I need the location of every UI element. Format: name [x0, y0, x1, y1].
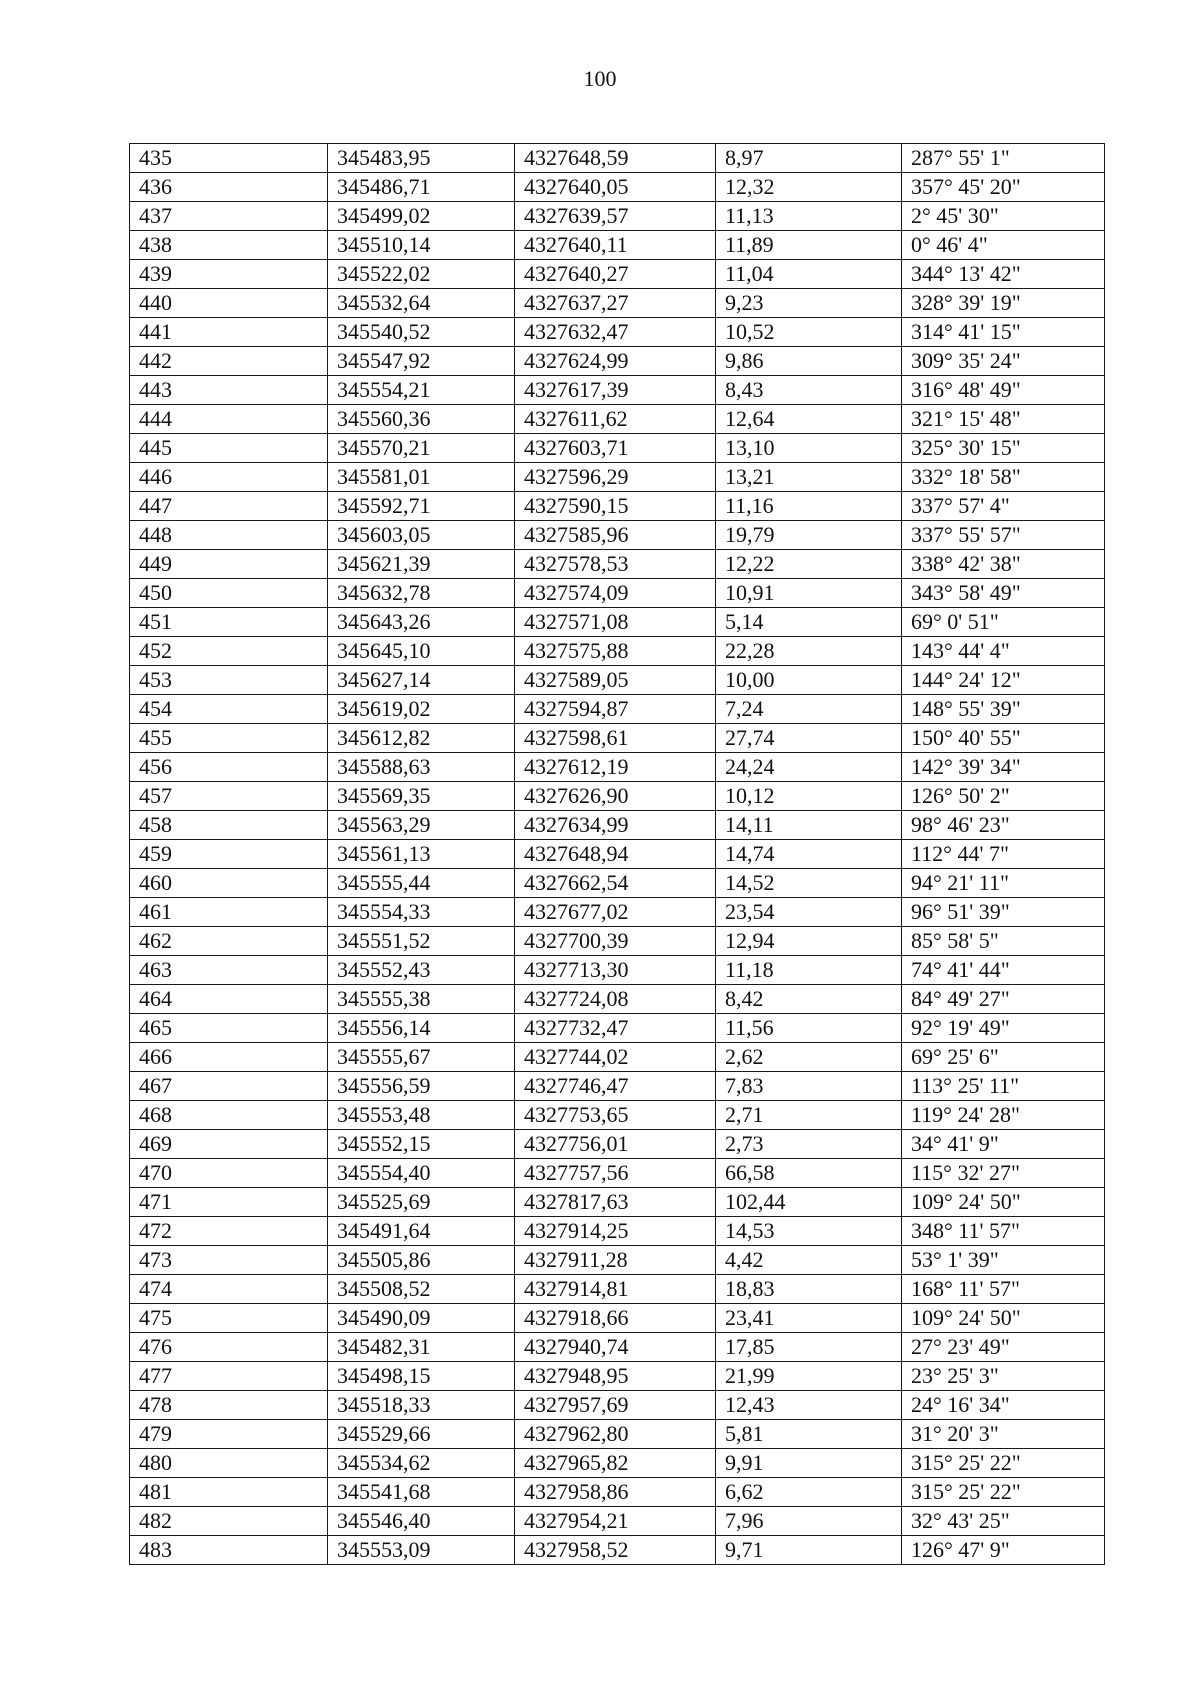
bearing-cell: 98° 46' 23" [902, 811, 1105, 840]
table-row [130, 1014, 1105, 1043]
x-coordinate-cell: 345518,33 [328, 1391, 515, 1420]
table-row [130, 840, 1105, 869]
x-coordinate-cell: 345505,86 [328, 1246, 515, 1275]
point-number-cell: 442 [130, 347, 328, 376]
point-number-cell: 479 [130, 1420, 328, 1449]
x-coordinate-cell: 345563,29 [328, 811, 515, 840]
y-coordinate-cell: 4327585,96 [515, 521, 716, 550]
table-row [130, 1246, 1105, 1275]
x-coordinate-cell: 345482,31 [328, 1333, 515, 1362]
distance-cell: 11,56 [716, 1014, 902, 1043]
bearing-cell: 344° 13' 42" [902, 260, 1105, 289]
x-coordinate-cell: 345556,14 [328, 1014, 515, 1043]
point-number-cell: 447 [130, 492, 328, 521]
point-number-cell: 471 [130, 1188, 328, 1217]
y-coordinate-cell: 4327965,82 [515, 1449, 716, 1478]
point-number-cell: 467 [130, 1072, 328, 1101]
point-number-cell: 451 [130, 608, 328, 637]
bearing-cell: 24° 16' 34" [902, 1391, 1105, 1420]
y-coordinate-cell: 4327594,87 [515, 695, 716, 724]
table-row [130, 753, 1105, 782]
table-row [130, 637, 1105, 666]
distance-cell: 10,91 [716, 579, 902, 608]
y-coordinate-cell: 4327590,15 [515, 492, 716, 521]
bearing-cell: 113° 25' 11" [902, 1072, 1105, 1101]
bearing-cell: 148° 55' 39" [902, 695, 1105, 724]
x-coordinate-cell: 345592,71 [328, 492, 515, 521]
distance-cell: 11,16 [716, 492, 902, 521]
distance-cell: 14,53 [716, 1217, 902, 1246]
x-coordinate-cell: 345553,09 [328, 1536, 515, 1565]
x-coordinate-cell: 345643,26 [328, 608, 515, 637]
table-row [130, 1217, 1105, 1246]
point-number-cell: 469 [130, 1130, 328, 1159]
x-coordinate-cell: 345551,52 [328, 927, 515, 956]
x-coordinate-cell: 345645,10 [328, 637, 515, 666]
point-number-cell: 441 [130, 318, 328, 347]
x-coordinate-cell: 345522,02 [328, 260, 515, 289]
point-number-cell: 438 [130, 231, 328, 260]
y-coordinate-cell: 4327598,61 [515, 724, 716, 753]
x-coordinate-cell: 345619,02 [328, 695, 515, 724]
distance-cell: 6,62 [716, 1478, 902, 1507]
distance-cell: 66,58 [716, 1159, 902, 1188]
distance-cell: 11,13 [716, 202, 902, 231]
point-number-cell: 459 [130, 840, 328, 869]
x-coordinate-cell: 345552,15 [328, 1130, 515, 1159]
x-coordinate-cell: 345555,38 [328, 985, 515, 1014]
bearing-cell: 309° 35' 24" [902, 347, 1105, 376]
y-coordinate-cell: 4327962,80 [515, 1420, 716, 1449]
point-number-cell: 445 [130, 434, 328, 463]
table-row [130, 869, 1105, 898]
bearing-cell: 92° 19' 49" [902, 1014, 1105, 1043]
bearing-cell: 315° 25' 22" [902, 1449, 1105, 1478]
distance-cell: 2,73 [716, 1130, 902, 1159]
point-number-cell: 452 [130, 637, 328, 666]
distance-cell: 10,52 [716, 318, 902, 347]
y-coordinate-cell: 4327640,05 [515, 173, 716, 202]
point-number-cell: 460 [130, 869, 328, 898]
bearing-cell: 287° 55' 1" [902, 144, 1105, 173]
bearing-cell: 69° 25' 6" [902, 1043, 1105, 1072]
distance-cell: 9,91 [716, 1449, 902, 1478]
y-coordinate-cell: 4327612,19 [515, 753, 716, 782]
bearing-cell: 314° 41' 15" [902, 318, 1105, 347]
y-coordinate-cell: 4327911,28 [515, 1246, 716, 1275]
table-row [130, 405, 1105, 434]
point-number-cell: 444 [130, 405, 328, 434]
point-number-cell: 446 [130, 463, 328, 492]
y-coordinate-cell: 4327596,29 [515, 463, 716, 492]
table-row [130, 782, 1105, 811]
point-number-cell: 462 [130, 927, 328, 956]
table-row [130, 1275, 1105, 1304]
y-coordinate-cell: 4327753,65 [515, 1101, 716, 1130]
point-number-cell: 477 [130, 1362, 328, 1391]
bearing-cell: 126° 50' 2" [902, 782, 1105, 811]
x-coordinate-cell: 345486,71 [328, 173, 515, 202]
point-number-cell: 478 [130, 1391, 328, 1420]
distance-cell: 27,74 [716, 724, 902, 753]
y-coordinate-cell: 4327948,95 [515, 1362, 716, 1391]
y-coordinate-cell: 4327817,63 [515, 1188, 716, 1217]
x-coordinate-cell: 345534,62 [328, 1449, 515, 1478]
bearing-cell: 343° 58' 49" [902, 579, 1105, 608]
point-number-cell: 472 [130, 1217, 328, 1246]
y-coordinate-cell: 4327940,74 [515, 1333, 716, 1362]
table-row [130, 1362, 1105, 1391]
table-row [130, 1188, 1105, 1217]
x-coordinate-cell: 345554,40 [328, 1159, 515, 1188]
x-coordinate-cell: 345612,82 [328, 724, 515, 753]
y-coordinate-cell: 4327757,56 [515, 1159, 716, 1188]
point-number-cell: 454 [130, 695, 328, 724]
point-number-cell: 461 [130, 898, 328, 927]
table-row [130, 1536, 1105, 1565]
bearing-cell: 74° 41' 44" [902, 956, 1105, 985]
distance-cell: 11,18 [716, 956, 902, 985]
bearing-cell: 34° 41' 9" [902, 1130, 1105, 1159]
x-coordinate-cell: 345555,44 [328, 869, 515, 898]
distance-cell: 5,81 [716, 1420, 902, 1449]
point-number-cell: 440 [130, 289, 328, 318]
x-coordinate-cell: 345508,52 [328, 1275, 515, 1304]
bearing-cell: 32° 43' 25" [902, 1507, 1105, 1536]
x-coordinate-cell: 345553,48 [328, 1101, 515, 1130]
bearing-cell: 332° 18' 58" [902, 463, 1105, 492]
distance-cell: 23,41 [716, 1304, 902, 1333]
point-number-cell: 465 [130, 1014, 328, 1043]
table-row [130, 1507, 1105, 1536]
y-coordinate-cell: 4327744,02 [515, 1043, 716, 1072]
point-number-cell: 464 [130, 985, 328, 1014]
bearing-cell: 85° 58' 5" [902, 927, 1105, 956]
y-coordinate-cell: 4327575,88 [515, 637, 716, 666]
point-number-cell: 448 [130, 521, 328, 550]
table-row [130, 1130, 1105, 1159]
point-number-cell: 449 [130, 550, 328, 579]
table-row [130, 1101, 1105, 1130]
table-row [130, 463, 1105, 492]
distance-cell: 9,23 [716, 289, 902, 318]
table-row [130, 1449, 1105, 1478]
table-row [130, 376, 1105, 405]
table-row [130, 1333, 1105, 1362]
point-number-cell: 474 [130, 1275, 328, 1304]
distance-cell: 14,11 [716, 811, 902, 840]
table-row [130, 173, 1105, 202]
x-coordinate-cell: 345554,33 [328, 898, 515, 927]
distance-cell: 12,94 [716, 927, 902, 956]
x-coordinate-cell: 345552,43 [328, 956, 515, 985]
x-coordinate-cell: 345581,01 [328, 463, 515, 492]
distance-cell: 9,71 [716, 1536, 902, 1565]
table-row [130, 144, 1105, 173]
bearing-cell: 94° 21' 11" [902, 869, 1105, 898]
y-coordinate-cell: 4327634,99 [515, 811, 716, 840]
point-number-cell: 481 [130, 1478, 328, 1507]
y-coordinate-cell: 4327632,47 [515, 318, 716, 347]
point-number-cell: 458 [130, 811, 328, 840]
x-coordinate-cell: 345603,05 [328, 521, 515, 550]
table-row [130, 1391, 1105, 1420]
table-row [130, 289, 1105, 318]
x-coordinate-cell: 345532,64 [328, 289, 515, 318]
point-number-cell: 439 [130, 260, 328, 289]
table-row [130, 695, 1105, 724]
bearing-cell: 338° 42' 38" [902, 550, 1105, 579]
point-number-cell: 457 [130, 782, 328, 811]
point-number-cell: 473 [130, 1246, 328, 1275]
bearing-cell: 84° 49' 27" [902, 985, 1105, 1014]
x-coordinate-cell: 345556,59 [328, 1072, 515, 1101]
distance-cell: 24,24 [716, 753, 902, 782]
distance-cell: 11,89 [716, 231, 902, 260]
point-number-cell: 470 [130, 1159, 328, 1188]
distance-cell: 18,83 [716, 1275, 902, 1304]
table-row [130, 985, 1105, 1014]
coordinates-table [129, 143, 1105, 1565]
x-coordinate-cell: 345546,40 [328, 1507, 515, 1536]
bearing-cell: 168° 11' 57" [902, 1275, 1105, 1304]
y-coordinate-cell: 4327756,01 [515, 1130, 716, 1159]
x-coordinate-cell: 345491,64 [328, 1217, 515, 1246]
bearing-cell: 337° 55' 57" [902, 521, 1105, 550]
distance-cell: 8,42 [716, 985, 902, 1014]
point-number-cell: 436 [130, 173, 328, 202]
y-coordinate-cell: 4327954,21 [515, 1507, 716, 1536]
table-row [130, 927, 1105, 956]
x-coordinate-cell: 345569,35 [328, 782, 515, 811]
y-coordinate-cell: 4327611,62 [515, 405, 716, 434]
y-coordinate-cell: 4327958,52 [515, 1536, 716, 1565]
bearing-cell: 69° 0' 51" [902, 608, 1105, 637]
distance-cell: 23,54 [716, 898, 902, 927]
table-row [130, 608, 1105, 637]
distance-cell: 10,00 [716, 666, 902, 695]
point-number-cell: 483 [130, 1536, 328, 1565]
point-number-cell: 475 [130, 1304, 328, 1333]
table-row [130, 231, 1105, 260]
x-coordinate-cell: 345588,63 [328, 753, 515, 782]
y-coordinate-cell: 4327713,30 [515, 956, 716, 985]
distance-cell: 8,97 [716, 144, 902, 173]
point-number-cell: 435 [130, 144, 328, 173]
distance-cell: 12,32 [716, 173, 902, 202]
y-coordinate-cell: 4327914,25 [515, 1217, 716, 1246]
bearing-cell: 316° 48' 49" [902, 376, 1105, 405]
bearing-cell: 109° 24' 50" [902, 1304, 1105, 1333]
table-row [130, 492, 1105, 521]
x-coordinate-cell: 345499,02 [328, 202, 515, 231]
distance-cell: 13,21 [716, 463, 902, 492]
x-coordinate-cell: 345570,21 [328, 434, 515, 463]
bearing-cell: 96° 51' 39" [902, 898, 1105, 927]
bearing-cell: 144° 24' 12" [902, 666, 1105, 695]
y-coordinate-cell: 4327571,08 [515, 608, 716, 637]
x-coordinate-cell: 345540,52 [328, 318, 515, 347]
table-row [130, 202, 1105, 231]
bearing-cell: 142° 39' 34" [902, 753, 1105, 782]
distance-cell: 14,74 [716, 840, 902, 869]
bearing-cell: 119° 24' 28" [902, 1101, 1105, 1130]
distance-cell: 8,43 [716, 376, 902, 405]
distance-cell: 9,86 [716, 347, 902, 376]
bearing-cell: 315° 25' 22" [902, 1478, 1105, 1507]
y-coordinate-cell: 4327648,59 [515, 144, 716, 173]
distance-cell: 19,79 [716, 521, 902, 550]
point-number-cell: 466 [130, 1043, 328, 1072]
x-coordinate-cell: 345561,13 [328, 840, 515, 869]
point-number-cell: 450 [130, 579, 328, 608]
distance-cell: 7,24 [716, 695, 902, 724]
y-coordinate-cell: 4327640,11 [515, 231, 716, 260]
x-coordinate-cell: 345627,14 [328, 666, 515, 695]
bearing-cell: 357° 45' 20" [902, 173, 1105, 202]
y-coordinate-cell: 4327677,02 [515, 898, 716, 927]
bearing-cell: 143° 44' 4" [902, 637, 1105, 666]
distance-cell: 12,43 [716, 1391, 902, 1420]
y-coordinate-cell: 4327624,99 [515, 347, 716, 376]
point-number-cell: 453 [130, 666, 328, 695]
table-row [130, 956, 1105, 985]
table-row [130, 347, 1105, 376]
y-coordinate-cell: 4327617,39 [515, 376, 716, 405]
distance-cell: 10,12 [716, 782, 902, 811]
point-number-cell: 468 [130, 1101, 328, 1130]
point-number-cell: 476 [130, 1333, 328, 1362]
bearing-cell: 126° 47' 9" [902, 1536, 1105, 1565]
point-number-cell: 480 [130, 1449, 328, 1478]
table-row [130, 1072, 1105, 1101]
distance-cell: 13,10 [716, 434, 902, 463]
bearing-cell: 31° 20' 3" [902, 1420, 1105, 1449]
coordinates-table-body [130, 144, 1105, 1565]
table-row [130, 724, 1105, 753]
table-row [130, 318, 1105, 347]
table-row [130, 898, 1105, 927]
table-row [130, 1043, 1105, 1072]
y-coordinate-cell: 4327724,08 [515, 985, 716, 1014]
distance-cell: 5,14 [716, 608, 902, 637]
point-number-cell: 437 [130, 202, 328, 231]
distance-cell: 2,62 [716, 1043, 902, 1072]
x-coordinate-cell: 345490,09 [328, 1304, 515, 1333]
table-row [130, 521, 1105, 550]
bearing-cell: 337° 57' 4" [902, 492, 1105, 521]
x-coordinate-cell: 345541,68 [328, 1478, 515, 1507]
bearing-cell: 112° 44' 7" [902, 840, 1105, 869]
bearing-cell: 325° 30' 15" [902, 434, 1105, 463]
bearing-cell: 109° 24' 50" [902, 1188, 1105, 1217]
distance-cell: 11,04 [716, 260, 902, 289]
page-number: 100 [583, 66, 617, 91]
distance-cell: 21,99 [716, 1362, 902, 1391]
x-coordinate-cell: 345525,69 [328, 1188, 515, 1217]
table-row [130, 1159, 1105, 1188]
distance-cell: 12,64 [716, 405, 902, 434]
table-row [130, 1304, 1105, 1333]
table-row [130, 811, 1105, 840]
bearing-cell: 328° 39' 19" [902, 289, 1105, 318]
y-coordinate-cell: 4327648,94 [515, 840, 716, 869]
y-coordinate-cell: 4327637,27 [515, 289, 716, 318]
x-coordinate-cell: 345483,95 [328, 144, 515, 173]
distance-cell: 7,96 [716, 1507, 902, 1536]
y-coordinate-cell: 4327957,69 [515, 1391, 716, 1420]
point-number-cell: 463 [130, 956, 328, 985]
bearing-cell: 23° 25' 3" [902, 1362, 1105, 1391]
distance-cell: 12,22 [716, 550, 902, 579]
distance-cell: 14,52 [716, 869, 902, 898]
bearing-cell: 150° 40' 55" [902, 724, 1105, 753]
table-row [130, 550, 1105, 579]
distance-cell: 2,71 [716, 1101, 902, 1130]
table-row [130, 1420, 1105, 1449]
y-coordinate-cell: 4327958,86 [515, 1478, 716, 1507]
bearing-cell: 2° 45' 30" [902, 202, 1105, 231]
point-number-cell: 482 [130, 1507, 328, 1536]
x-coordinate-cell: 345560,36 [328, 405, 515, 434]
x-coordinate-cell: 345529,66 [328, 1420, 515, 1449]
y-coordinate-cell: 4327589,05 [515, 666, 716, 695]
x-coordinate-cell: 345632,78 [328, 579, 515, 608]
distance-cell: 22,28 [716, 637, 902, 666]
table-row [130, 579, 1105, 608]
bearing-cell: 321° 15' 48" [902, 405, 1105, 434]
point-number-cell: 456 [130, 753, 328, 782]
table-row [130, 666, 1105, 695]
y-coordinate-cell: 4327578,53 [515, 550, 716, 579]
distance-cell: 17,85 [716, 1333, 902, 1362]
table-row [130, 1478, 1105, 1507]
x-coordinate-cell: 345621,39 [328, 550, 515, 579]
table-row [130, 434, 1105, 463]
table-row [130, 260, 1105, 289]
x-coordinate-cell: 345498,15 [328, 1362, 515, 1391]
y-coordinate-cell: 4327639,57 [515, 202, 716, 231]
y-coordinate-cell: 4327626,90 [515, 782, 716, 811]
y-coordinate-cell: 4327574,09 [515, 579, 716, 608]
x-coordinate-cell: 345510,14 [328, 231, 515, 260]
distance-cell: 102,44 [716, 1188, 902, 1217]
point-number-cell: 455 [130, 724, 328, 753]
x-coordinate-cell: 345555,67 [328, 1043, 515, 1072]
y-coordinate-cell: 4327746,47 [515, 1072, 716, 1101]
distance-cell: 4,42 [716, 1246, 902, 1275]
bearing-cell: 27° 23' 49" [902, 1333, 1105, 1362]
x-coordinate-cell: 345547,92 [328, 347, 515, 376]
distance-cell: 7,83 [716, 1072, 902, 1101]
bearing-cell: 348° 11' 57" [902, 1217, 1105, 1246]
bearing-cell: 115° 32' 27" [902, 1159, 1105, 1188]
bearing-cell: 53° 1' 39" [902, 1246, 1105, 1275]
y-coordinate-cell: 4327640,27 [515, 260, 716, 289]
y-coordinate-cell: 4327662,54 [515, 869, 716, 898]
bearing-cell: 0° 46' 4" [902, 231, 1105, 260]
y-coordinate-cell: 4327732,47 [515, 1014, 716, 1043]
y-coordinate-cell: 4327700,39 [515, 927, 716, 956]
y-coordinate-cell: 4327914,81 [515, 1275, 716, 1304]
x-coordinate-cell: 345554,21 [328, 376, 515, 405]
y-coordinate-cell: 4327603,71 [515, 434, 716, 463]
y-coordinate-cell: 4327918,66 [515, 1304, 716, 1333]
point-number-cell: 443 [130, 376, 328, 405]
